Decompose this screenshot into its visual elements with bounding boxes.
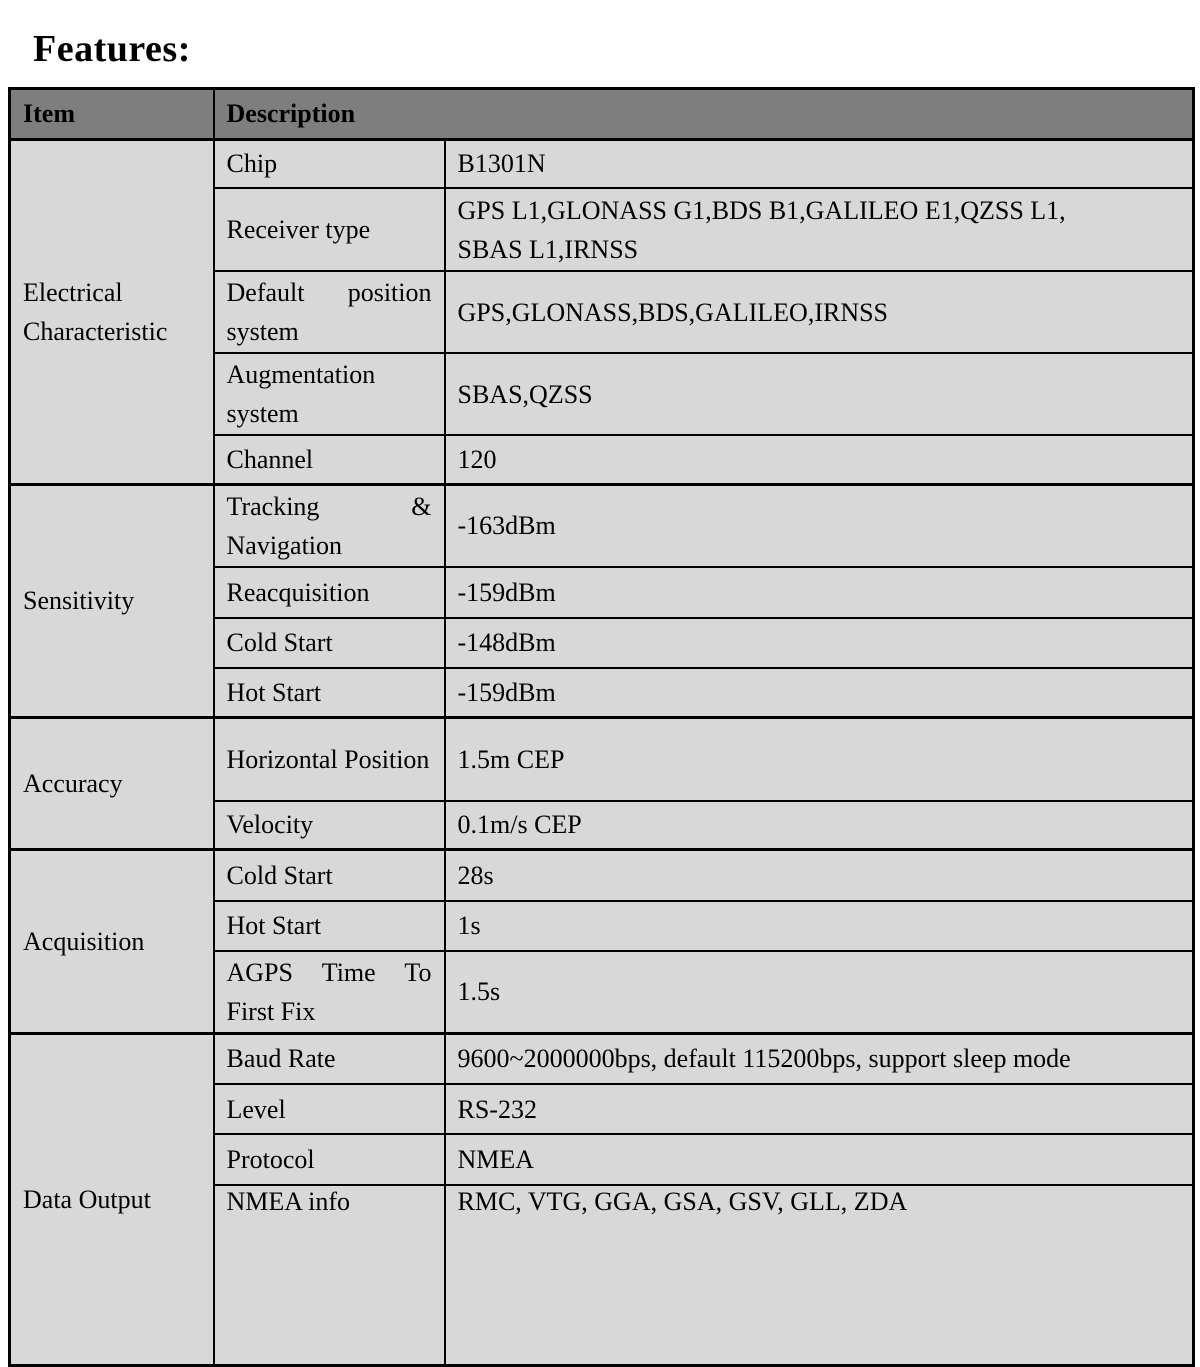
spec-label-cell: Level: [214, 1084, 445, 1134]
spec-value-cell: 9600~2000000bps, default 115200bps, support sleep mode: [445, 1033, 1194, 1084]
spec-value-cell: GPS L1,GLONASS G1,BDS B1,GALILEO E1,QZSS L1, SBAS L1,IRNSS: [445, 188, 1194, 271]
spec-label-cell: Augmentation system: [214, 353, 445, 435]
group-cell-data-output: Data Output: [10, 1033, 214, 1365]
spec-label-cell: Default position system: [214, 271, 445, 353]
spec-value-cell: B1301N: [445, 139, 1194, 188]
spec-label-cell: NMEA info: [214, 1185, 445, 1365]
group-cell-electrical-characteristic: Electrical Characteristic: [10, 139, 214, 484]
spec-label-cell: Tracking & Navigation: [214, 484, 445, 567]
table-header-row: [10, 88, 1194, 139]
spec-value-cell: 120: [445, 435, 1194, 484]
spec-value-cell: -148dBm: [445, 618, 1194, 668]
spec-value-cell: NMEA: [445, 1134, 1194, 1185]
spec-value-cell: 28s: [445, 850, 1194, 901]
spec-value-cell: -159dBm: [445, 567, 1194, 618]
page-title: Features:: [33, 28, 191, 70]
spec-label-cell: Reacquisition: [214, 567, 445, 618]
spec-label-cell: AGPS Time To First Fix: [214, 951, 445, 1034]
spec-value-cell: -163dBm: [445, 484, 1194, 567]
spec-label-cell: Cold Start: [214, 618, 445, 668]
group-cell-accuracy: Accuracy: [10, 718, 214, 850]
spec-label-cell: Velocity: [214, 801, 445, 850]
spec-label-cell: Receiver type: [214, 188, 445, 271]
table-row: [10, 484, 1194, 567]
table-row: [10, 139, 1194, 188]
spec-value-cell: RS-232: [445, 1084, 1194, 1134]
spec-label-cell: Hot Start: [214, 901, 445, 951]
spec-value-cell: SBAS,QZSS: [445, 353, 1194, 435]
column-header-item: Item: [10, 88, 214, 139]
spec-value-cell: 1.5m CEP: [445, 718, 1194, 801]
spec-value-cell: RMC, VTG, GGA, GSA, GSV, GLL, ZDA: [445, 1185, 1194, 1365]
spec-label-cell: Cold Start: [214, 850, 445, 901]
spec-label-cell: Channel: [214, 435, 445, 484]
spec-label-cell: Baud Rate: [214, 1033, 445, 1084]
spec-label-cell: Horizontal Position: [214, 718, 445, 801]
table-row: [10, 850, 1194, 901]
spec-label-cell: Chip: [214, 139, 445, 188]
spec-value-cell: 1s: [445, 901, 1194, 951]
features-table: [8, 87, 1195, 1367]
spec-value-cell: 0.1m/s CEP: [445, 801, 1194, 850]
spec-value-cell: GPS,GLONASS,BDS,GALILEO,IRNSS: [445, 271, 1194, 353]
spec-label-cell: Hot Start: [214, 668, 445, 718]
spec-label-cell: Protocol: [214, 1134, 445, 1185]
table-row: [10, 718, 1194, 801]
column-header-description: Description: [214, 88, 1194, 139]
table-row: [10, 1033, 1194, 1084]
group-cell-sensitivity: Sensitivity: [10, 484, 214, 718]
spec-value-cell: -159dBm: [445, 668, 1194, 718]
group-cell-acquisition: Acquisition: [10, 850, 214, 1034]
spec-value-cell: 1.5s: [445, 951, 1194, 1034]
